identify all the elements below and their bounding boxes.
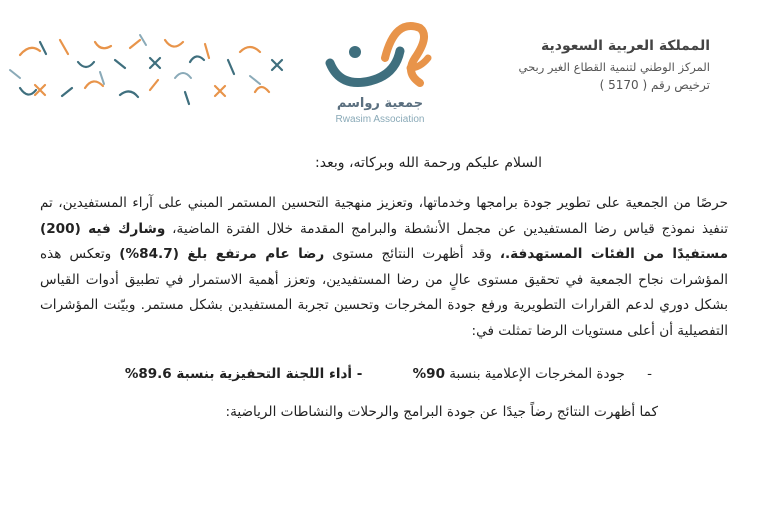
letterhead: [0, 0, 768, 140]
logo-mark: [310, 8, 450, 98]
greeting: السلام عليكم ورحمة الله وبركاته، وبعد:: [315, 155, 542, 171]
bullet-committee-text: - أداء اللجنة التحفيزية بنسبة: [171, 366, 363, 382]
satisfaction-highlight: رضا عام مرتفع بلغ (84.7%): [119, 246, 325, 262]
letter-body: [40, 155, 728, 420]
paragraph-text-1: حرصًا من الجمعية على تطوير جودة برامجها وخدماتها، وتعزيز منهجية التحسين المستمر المبني على آراء المستفيدين، تم تنفيذ نموذج قياس رضا المستفيدين عن مجمل الأنشطة والبرامج المقدمة خلال الفترة الماضية،: [40, 195, 728, 237]
participants-highlight: وشارك فيه (200) مستفيدًا من الفئات المستهدفة.،: [40, 220, 728, 262]
paragraph-text-3: وتعكس هذه المؤشرات نجاح الجمعية في تحقيق مستوى عالٍ من رضا المستفيدين، وتعزز أهمية الاستمرار في تطبيق أدوات القياس بشكل دوري لدعم القرارات التطويرية ورفع جودة المخرجات وتحسين تجربة المستفيدين بشكل مستمر. وبيّنت المؤشرات التفصيلية أن أعلى مستويات الرضا تمثلت في:: [40, 246, 728, 339]
bullet-media-value: 90%: [412, 366, 445, 382]
bullet-committee-value: 89.6%: [124, 366, 172, 382]
center-name: المركز الوطني لتنمية القطاع الغير ربحي: [518, 60, 710, 74]
logo-arabic-subtitle: جمعية رواسم: [336, 96, 424, 111]
license-number: ترخيص رقم ( 5170 ): [599, 78, 710, 92]
kingdom-title: المملكة العربية السعودية: [541, 38, 710, 54]
rwasim-logo: [310, 8, 450, 128]
main-paragraph: [40, 191, 728, 344]
bullet-media-text: جودة المخرجات الإعلامية بنسبة: [444, 366, 625, 382]
logo-english-name: Rwasim Association: [335, 114, 425, 125]
results-list: [40, 366, 652, 382]
closing-line: كما أظهرت النتائج رضاً جيدًا عن جودة البرامج والرحلات والنشاطات الرياضية:: [225, 404, 658, 420]
bullet-dash: -: [647, 366, 652, 382]
paragraph-text-2: وقد أظهرت النتائج مستوى: [324, 246, 500, 262]
organization-info: [518, 38, 710, 92]
decorative-pattern: [0, 0, 300, 120]
